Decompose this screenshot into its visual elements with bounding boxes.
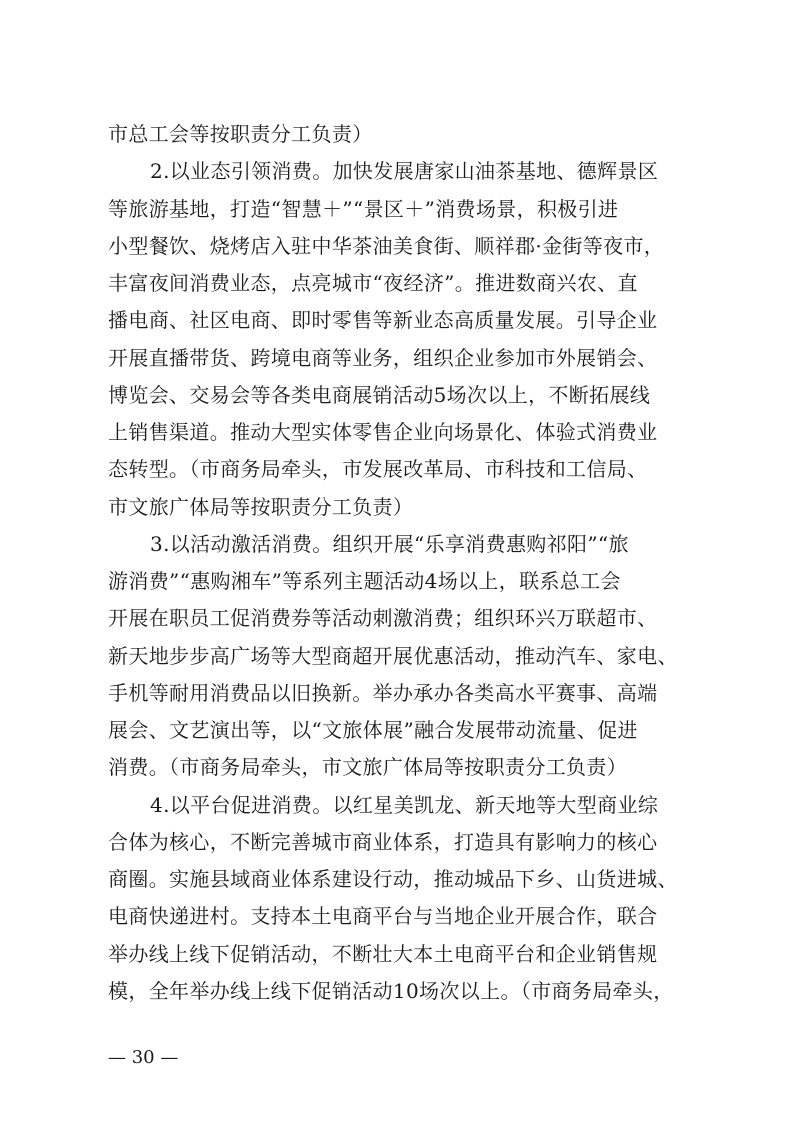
text-line: 手机等耐用消费品以旧换新。举办承办各类高水平赛事、高端 [108, 680, 658, 705]
text-line: 模，全年举办线上线下促销活动10场次以上。（市商务局牵头， [108, 978, 674, 1003]
text-line: 博览会、交易会等各类电商展销活动5场次以上，不断拓展线 [108, 382, 651, 407]
text-line: 合体为核心，不断完善城市商业体系，打造具有影响力的核心 [108, 829, 658, 854]
text-line: 小型餐饮、烧烤店入驻中华茶油美食街、顺祥郡·金街等夜市， [108, 233, 665, 258]
text-line: 商圈。实施县域商业体系建设行动，推动城品下乡、山货进城、 [108, 867, 678, 891]
text-line: 丰富夜间消费业态，点亮城市“夜经济”。推进数商兴农、直 [108, 271, 638, 295]
paragraph-start-line: 2.以业态引领消费。加快发展唐家山油茶基地、德辉景区 [150, 159, 659, 184]
text-line: 播电商、社区电商、即时零售等新业态高质量发展。引导企业 [108, 308, 658, 333]
paragraph-start-line: 4.以平台促进消费。以红星美凯龙、新天地等大型商业综 [150, 792, 659, 817]
text-line: 开展在职员工促消费券等活动刺激消费；组织环兴万联超市、 [108, 606, 658, 631]
text-line: 展会、文艺演出等，以“文旅体展”融合发展带动流量、促进 [108, 718, 638, 742]
text-line: 上销售渠道。推动大型实体零售企业向场景化、体验式消费业 [108, 420, 658, 444]
text-line: 市总工会等按职责分工负责） [108, 122, 373, 146]
paragraph-start-line: 3.以活动激活消费。组织开展“乐享消费惠购祁阳”“旅 [150, 531, 629, 556]
text-line: 态转型。（市商务局牵头，市发展改革局、市科技和工信局、 [108, 457, 648, 482]
text-line: 电商快递进村。支持本土电商平台与当地企业开展合作，联合 [108, 904, 658, 929]
text-line: 等旅游基地，打造“智慧＋”“景区＋”消费场景，积极引进 [108, 196, 619, 221]
text-line: 市文旅广体局等按职责分工负责） [108, 494, 414, 519]
text-line: 新天地步步高广场等大型商超开展优惠活动，推动汽车、家电、 [108, 643, 678, 668]
document-body [108, 116, 698, 1010]
text-line: 游消费”“惠购湘车”等系列主题活动4场以上，联系总工会 [108, 569, 621, 593]
text-line: 开展直播带货、跨境电商等业务，组织企业参加市外展销会、 [108, 345, 658, 370]
text-line: 消费。（市商务局牵头，市文旅广体局等按职责分工负责） [108, 755, 628, 780]
text-line: 举办线上线下促销活动，不断壮大本土电商平台和企业销售规 [108, 941, 658, 966]
page-number: — 30 — [108, 1047, 179, 1068]
